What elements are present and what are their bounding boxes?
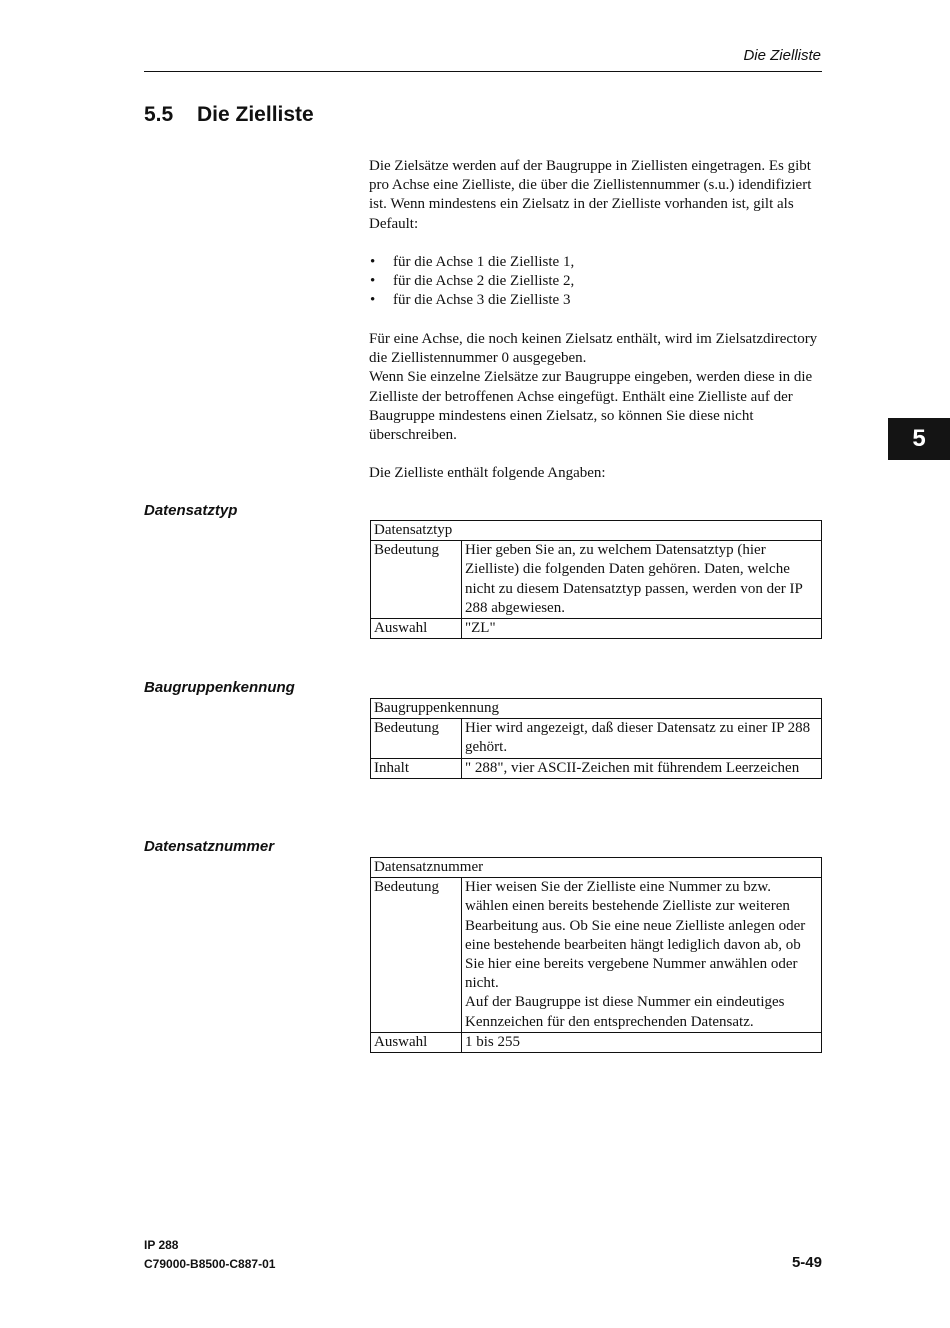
row-value-text: Hier weisen Sie der Zielliste eine Nummer zu bzw. wählen einen bereits bestehende Zielliste zur weiteren Bearbeitung aus. Ob Sie eine neue Zielliste anlegen oder eine bestehende bearbeiten hängt lediglich davon ab, ob Sie hier eine bereits vergebene Nummer anwählen oder nicht.: [465, 879, 806, 992]
row-value: " 288", vier ASCII-Zeichen mit führendem Leerzeichen: [462, 758, 822, 778]
lead-in-paragraph: Die Zielliste enthält folgende Angaben:: [369, 465, 606, 481]
table-header-cell: Baugruppenkennung: [371, 699, 822, 719]
body-paragraph: Wenn Sie einzelne Zielsätze zur Baugruppe eingeben, werden diese in die Zielliste der betroffenen Achse eingefügt. Enthält eine Zielliste auf der Baugruppe mindestens einen Zielsatz, so können Sie diese nicht überschreiben.: [369, 369, 813, 444]
section-title-text: Die Zielliste: [197, 103, 314, 126]
table-row: [371, 619, 822, 639]
row-value-text: Auf der Baugruppe ist diese Nummer ein eindeutiges Kennzeichen für den entsprechenden Datensatz.: [465, 994, 785, 1030]
section-title: [144, 103, 314, 127]
table-row: [371, 541, 822, 619]
row-value: [462, 878, 822, 1033]
row-label: Bedeutung: [371, 541, 462, 619]
baugruppenkennung-table: [370, 698, 822, 779]
running-header: Die Zielliste: [743, 47, 821, 64]
table-row: [371, 758, 822, 778]
row-value: 1 bis 255: [462, 1032, 822, 1052]
datensatztyp-table: [370, 520, 822, 639]
header-rule: [144, 71, 822, 72]
list-item: • für die Achse 3 die Zielliste 3: [369, 291, 819, 310]
chapter-tab: 5: [888, 418, 950, 460]
table-row: [371, 1032, 822, 1052]
footer-order-number: C79000-B8500-C887-01: [144, 1257, 276, 1271]
table-row: [371, 878, 822, 1033]
table-row: [371, 719, 822, 758]
page-number: 5-49: [791, 1254, 822, 1271]
row-label: Auswahl: [371, 1032, 462, 1052]
side-heading-baugruppenkennung: Baugruppenkennung: [144, 679, 295, 696]
row-value: "ZL": [462, 619, 822, 639]
table-header-row: [371, 699, 822, 719]
side-heading-datensatztyp: Datensatztyp: [144, 502, 238, 519]
list-item: • für die Achse 1 die Zielliste 1,: [369, 253, 819, 272]
table-header-cell: Datensatztyp: [371, 521, 822, 541]
table-header-cell: Datensatznummer: [371, 858, 822, 878]
table-header-row: [371, 858, 822, 878]
section-number: 5.5: [144, 103, 174, 126]
row-value: Hier geben Sie an, zu welchem Datensatztyp (hier Zielliste) die folgenden Daten gehören. Daten, welche nicht zu diesem Datensatztyp passen, werden von der IP 288 abgewiesen.: [462, 541, 822, 619]
table-header-row: [371, 521, 822, 541]
footer-product: IP 288: [144, 1238, 179, 1252]
row-label: Inhalt: [371, 758, 462, 778]
default-list: [369, 253, 819, 311]
row-value: Hier wird angezeigt, daß dieser Datensatz zu einer IP 288 gehört.: [462, 719, 822, 758]
body-paragraph: Für eine Achse, die noch keinen Zielsatz enthält, wird im Zielsatzdirectory die Ziellistennummer 0 ausgegeben.: [369, 331, 818, 367]
row-label: Bedeutung: [371, 719, 462, 758]
intro-paragraph: Die Zielsätze werden auf der Baugruppe in Ziellisten eingetragen. Es gibt pro Achse eine Zielliste, die über die Ziellistennummer (s.u.) idendifiziert ist. Wenn mindestens ein Zielsatz in der Zielliste vorhanden ist, gilt als Default:: [369, 158, 812, 232]
side-heading-datensatznummer: Datensatznummer: [144, 838, 275, 855]
row-label: Bedeutung: [371, 878, 462, 1033]
datensatznummer-table: [370, 857, 822, 1053]
row-label: Auswahl: [371, 619, 462, 639]
list-item: • für die Achse 2 die Zielliste 2,: [369, 272, 819, 291]
body-paragraph-group: [369, 330, 819, 445]
